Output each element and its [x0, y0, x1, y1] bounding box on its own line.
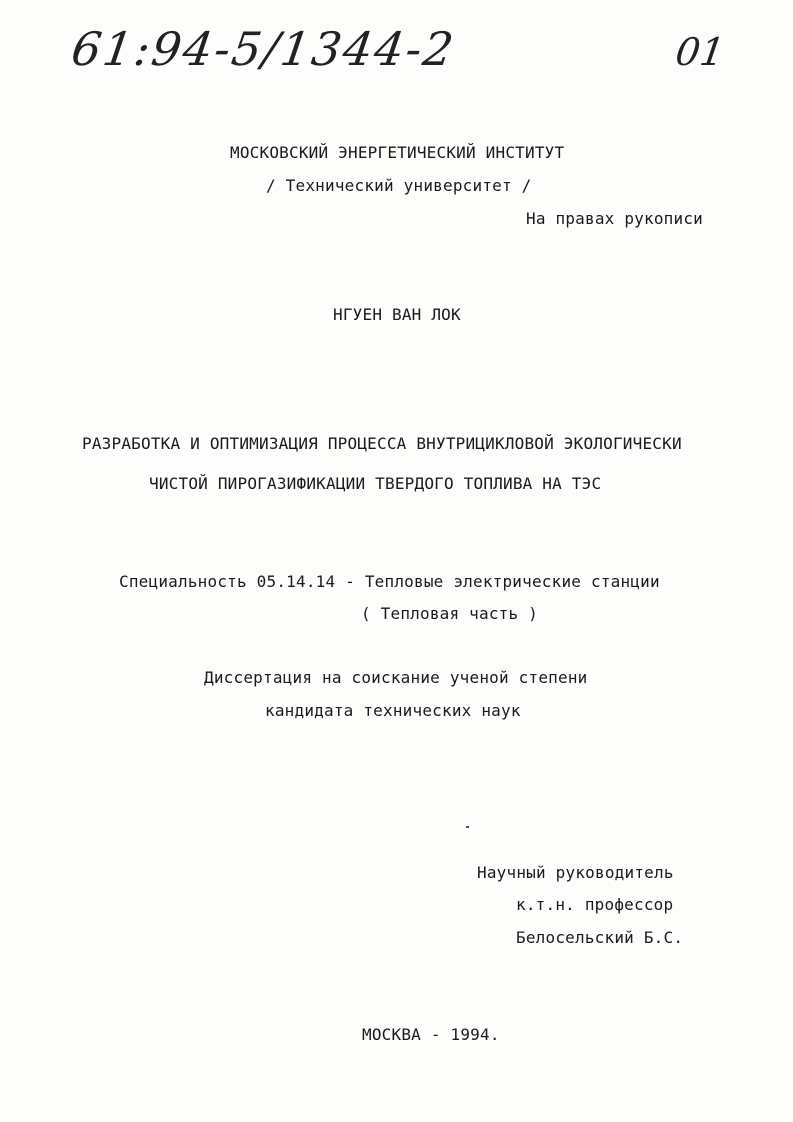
- title-line-1: РАЗРАБОТКА И ОПТИМИЗАЦИЯ ПРОЦЕССА ВНУТРИЦИКЛОВОЙ ЭКОЛОГИЧЕСКИ: [82, 434, 682, 453]
- specialty-line-1: Специальность 05.14.14 - Тепловые электрические станции: [119, 572, 660, 591]
- university-name: / Технический университет /: [266, 176, 532, 195]
- stray-mark: [466, 826, 469, 828]
- supervisor-degree: к.т.н. профессор: [516, 895, 674, 914]
- supervisor-role: Научный руководитель: [477, 863, 674, 882]
- title-line-2: ЧИСТОЙ ПИРОГАЗИФИКАЦИИ ТВЕРДОГО ТОПЛИВА НА ТЭС: [149, 474, 602, 493]
- dissertation-line-1: Диссертация на соискание ученой степени: [204, 668, 588, 687]
- handwritten-archive-code: 61:94-5/1344-2: [68, 22, 459, 76]
- city-year: МОСКВА - 1994.: [362, 1025, 500, 1044]
- supervisor-name: Белосельский Б.С.: [516, 928, 684, 947]
- dissertation-line-2: кандидата технических наук: [265, 701, 521, 720]
- author-name: НГУЕН ВАН ЛОК: [333, 305, 461, 324]
- specialty-line-2: ( Тепловая часть ): [361, 604, 538, 623]
- institute-name: МОСКОВСКИЙ ЭНЕРГЕТИЧЕСКИЙ ИНСТИТУТ: [230, 143, 565, 162]
- manuscript-rights: На правах рукописи: [526, 209, 703, 228]
- handwritten-copy-number: 01: [672, 30, 728, 74]
